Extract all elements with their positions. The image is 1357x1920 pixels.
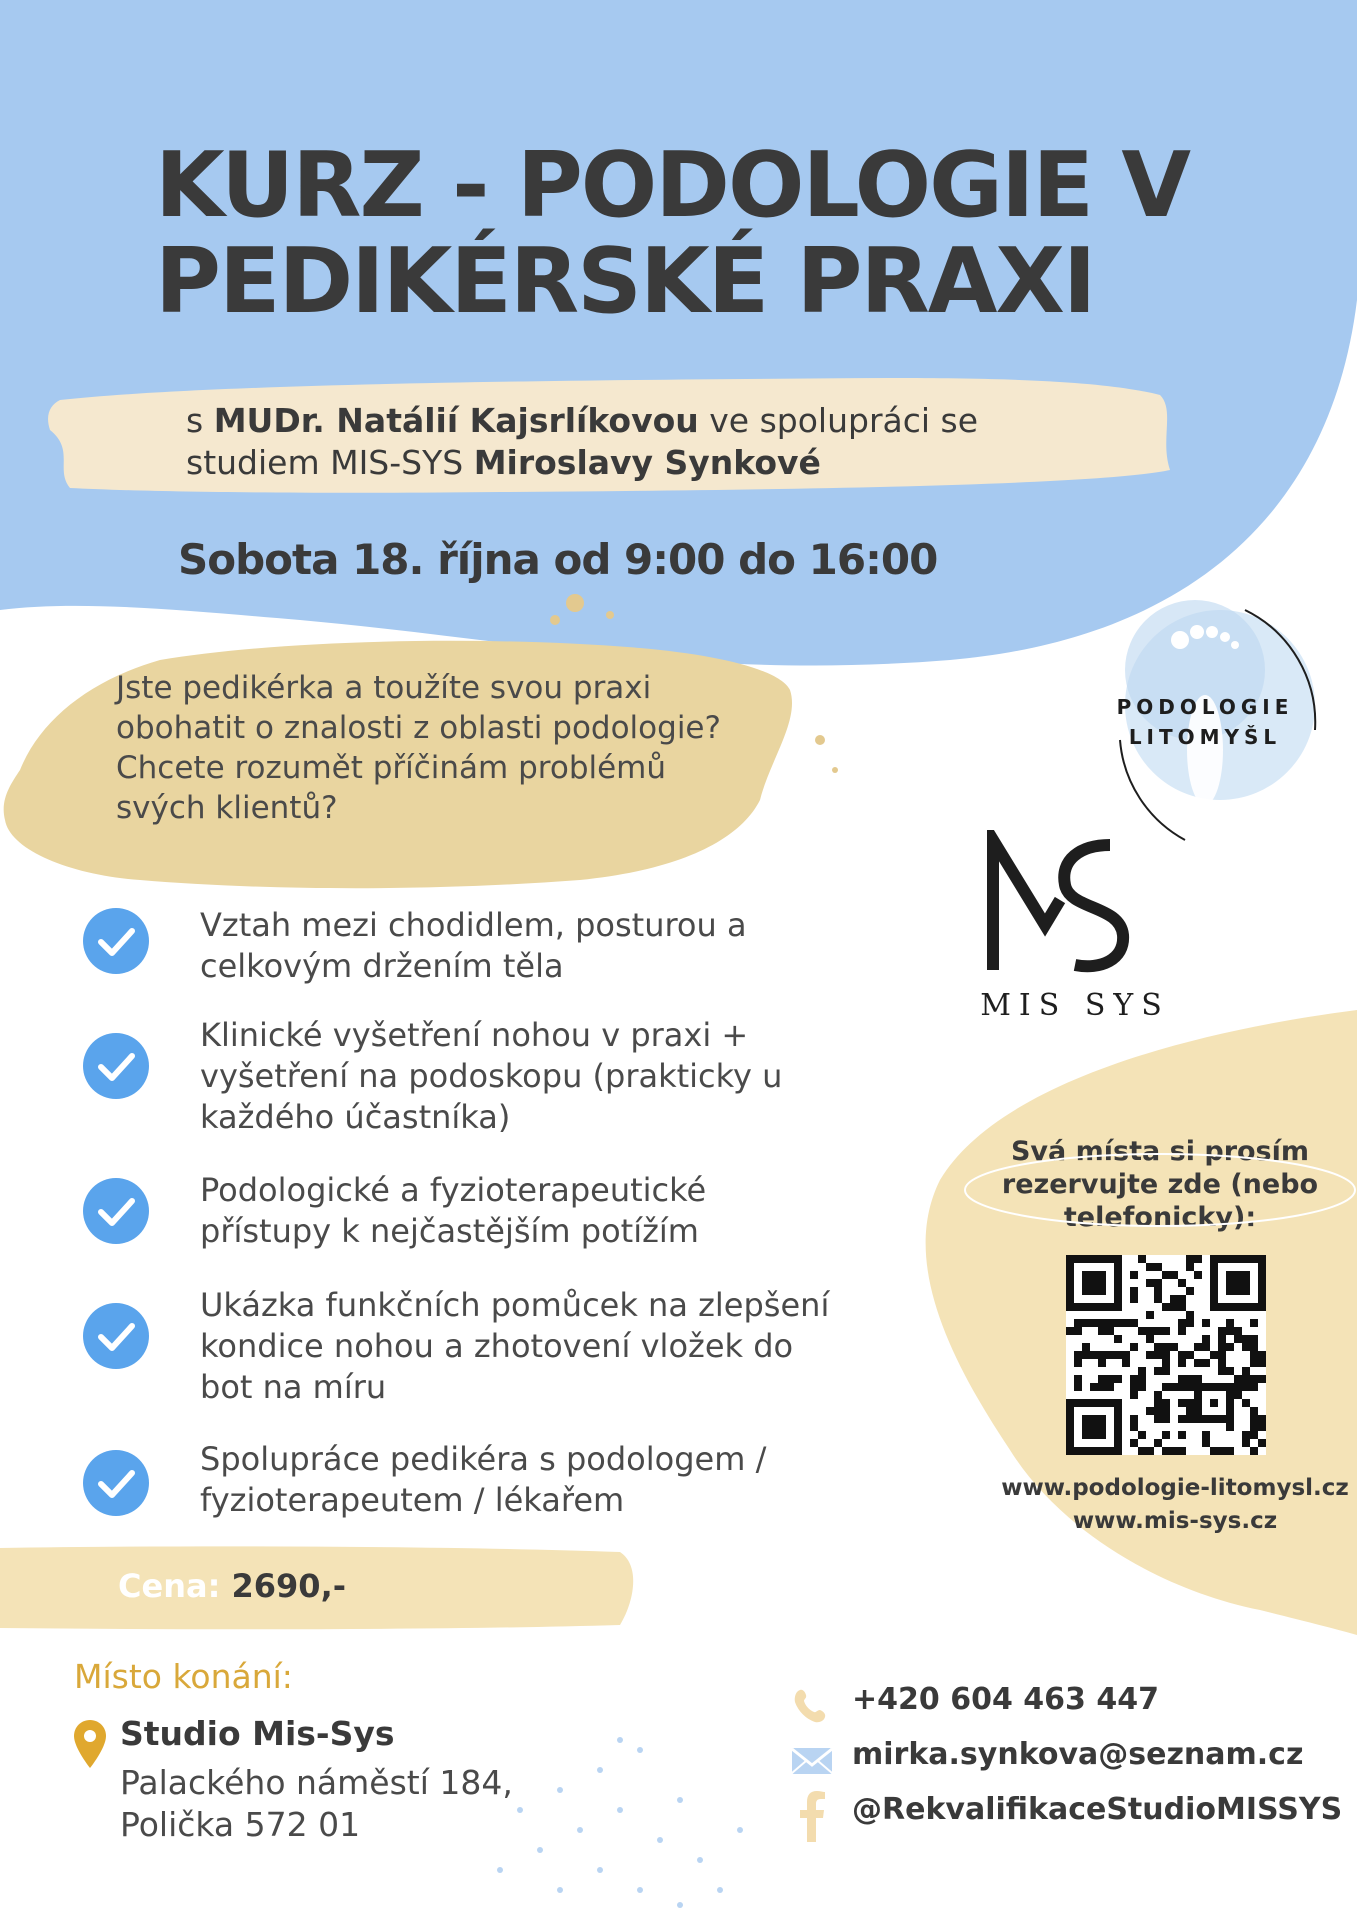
intro-question: Jste pedikérka a toužíte svou praxi obohatit o znalosti z oblasti podologie? Chcete rozumět příčinám problémů svých klientů? — [116, 670, 721, 826]
price-label: Cena: — [118, 1567, 221, 1605]
email-address[interactable]: mirka.synkova@seznam.cz — [852, 1737, 1304, 1772]
price-value: 2690,- — [231, 1567, 346, 1605]
title-line-1: KURZ - PODOLOGIE V — [155, 133, 1189, 238]
phone-number[interactable]: +420 604 463 447 — [852, 1682, 1159, 1717]
price — [118, 1567, 346, 1605]
feature-text: Klinické vyšetření nohou v praxi + vyšetření na podoskopu (prakticky u každého účastníka) — [200, 1016, 783, 1136]
feature-item — [80, 1440, 840, 1587]
contact-email[interactable] — [790, 1737, 1350, 1787]
reservation-oval — [960, 1150, 1357, 1230]
podologie-logo-line-1: PODOLOGIE — [1116, 695, 1294, 719]
subtitle-middle: ve spolupráci se studiem MIS-SYS — [186, 401, 979, 482]
facebook-icon — [790, 1788, 834, 1844]
website-missys[interactable]: www.mis-sys.cz — [1072, 1508, 1278, 1534]
venue-name: Studio Mis-Sys — [120, 1714, 395, 1753]
envelope-icon — [790, 1741, 834, 1781]
feature-text: Vztah mezi chodidlem, posturou a celkovým držením těla — [200, 906, 747, 985]
subtitle-prefix: s — [186, 401, 214, 440]
subtitle — [186, 400, 1036, 484]
feature-text: Podologické a fyzioterapeutické přístupy k nejčastějším potížím — [200, 1171, 707, 1250]
feature-text: Ukázka funkčních pomůcek na zlepšení kondice nohou a zhotovení vložek do bot na míru — [200, 1286, 830, 1406]
doctor-name: MUDr. Natálií Kajsrlíkovou — [213, 401, 699, 440]
check-circle-icon — [80, 1447, 152, 1519]
venue-address — [120, 1762, 600, 1846]
feature-item — [80, 1016, 840, 1170]
feature-item — [80, 1286, 840, 1440]
venue-label: Místo konání: — [74, 1657, 293, 1696]
qr-code[interactable] — [1066, 1255, 1266, 1455]
contact-phone[interactable] — [790, 1682, 1350, 1732]
reservation-text: Svá místa si prosím rezervujte zde (nebo telefonicky): — [1001, 1136, 1319, 1233]
page-title — [155, 133, 1305, 334]
missys-name: MIS SYS — [980, 988, 1170, 1023]
missys-logo — [960, 820, 1190, 1023]
websites — [995, 1472, 1355, 1538]
partner-name: Miroslavy Synkové — [473, 443, 821, 482]
feature-text: Spolupráce pedikéra s podologem / fyzioterapeutem / lékařem — [200, 1440, 767, 1519]
podologie-litomysl-logo — [1085, 600, 1325, 850]
contact-facebook[interactable] — [790, 1792, 1350, 1842]
event-date: Sobota 18. října od 9:00 do 16:00 — [178, 535, 938, 584]
venue-address-line-1: Palackého náměstí 184, — [120, 1763, 513, 1802]
website-podologie[interactable]: www.podologie-litomysl.cz — [1001, 1475, 1349, 1501]
map-pin-icon — [72, 1718, 108, 1770]
missys-mark — [985, 830, 1135, 975]
venue-address-line-2: Polička 572 01 — [120, 1805, 361, 1844]
check-circle-icon — [80, 1030, 152, 1102]
check-circle-icon — [80, 1175, 152, 1247]
podologie-logo-line-2: LITOMYŠL — [1128, 725, 1282, 749]
check-circle-icon — [80, 905, 152, 977]
check-circle-icon — [80, 1300, 152, 1372]
phone-icon — [790, 1686, 834, 1726]
facebook-handle[interactable]: @RekvalifikaceStudioMISSYS — [852, 1792, 1343, 1827]
title-line-2: PEDIKÉRSKÉ PRAXI — [155, 229, 1095, 334]
